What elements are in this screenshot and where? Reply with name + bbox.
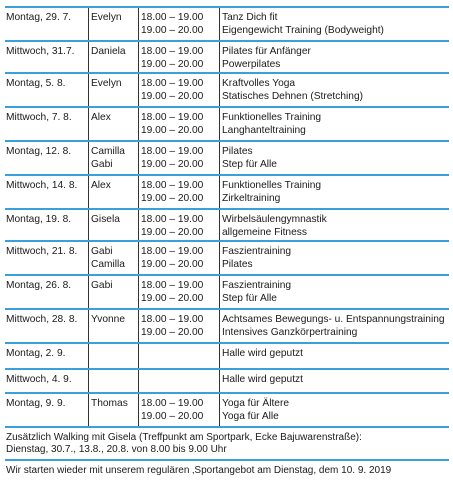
schedule-courses-line: Yoga für Ältere [222,398,290,409]
schedule-trainer-line: Evelyn [91,12,122,23]
schedule-day-label: Montag, 26. 8. [6,280,72,291]
schedule-courses-cell [222,145,277,171]
schedule-courses-line: Kraftvolles Yoga [222,78,296,89]
schedule-times-line: 19.00 – 20.00 [141,25,204,36]
schedule-courses-line: Powerpilates [222,59,281,70]
schedule-trainer-cell [91,245,125,271]
schedule-courses-line: Funktionelles Training [222,112,322,123]
schedule-trainer-cell [91,45,126,58]
column-divider [219,344,220,368]
schedule-courses-cell [222,213,327,239]
schedule-day-cell [6,145,71,158]
schedule-times-line: 18.00 – 19.00 [141,46,204,57]
schedule-day-cell [6,213,71,226]
schedule-courses-line: Pilates für Anfänger [222,46,311,57]
schedule-trainer-line: Gabi [91,246,113,257]
column-divider [138,276,139,308]
schedule-courses-line: Langhanteltraining [222,125,306,136]
schedule-day-label: Montag, 29. 7. [6,12,72,23]
schedule-trainer-line: Thomas [91,398,128,409]
schedule-times-cell [141,245,203,271]
schedule-day-label: Montag, 19. 8. [6,214,72,225]
schedule-times-line: 18.00 – 19.00 [141,112,204,123]
row-divider [5,140,449,142]
schedule-times-line: 19.00 – 20.00 [141,259,204,270]
schedule-day-label: Montag, 12. 8. [6,146,72,157]
schedule-courses-cell [222,179,321,205]
row-divider [5,106,449,108]
restart-note: Wir starten wieder mit unserem regulären ‚Sportangebot am Dienstag, dem 10. 9. 2019 [6,465,392,476]
schedule-times-cell [141,45,203,71]
schedule-courses-line: Pilates [222,259,253,270]
column-divider [219,8,220,40]
column-divider [138,310,139,342]
row-divider [5,174,449,176]
schedule-courses-cell [222,11,384,37]
schedule-courses-line: Tanz Dich fit [222,12,278,23]
row-divider [5,40,449,42]
schedule-times-cell [141,77,203,103]
schedule-courses-cell [222,397,289,423]
schedule-courses-line: Achtsames Bewegungs- u. Entspannungstraining [222,314,445,325]
column-divider [88,210,89,240]
schedule-trainer-line: Alex [91,180,111,191]
schedule-trainer-line: Camilla [91,146,125,157]
footer-divider [5,459,449,461]
schedule-courses-cell [222,279,291,305]
column-divider [88,310,89,342]
schedule-courses-line: Step für Alle [222,293,277,304]
schedule-day-cell [6,45,75,58]
schedule-trainer-cell [91,11,122,24]
schedule-courses-cell [222,347,303,360]
schedule-trainer-line: Camilla [91,259,125,270]
column-divider [138,394,139,426]
column-divider [219,74,220,106]
schedule-times-line: 19.00 – 20.00 [141,327,204,338]
column-divider [88,394,89,426]
schedule-times-line: 18.00 – 19.00 [141,246,204,257]
schedule-times-cell [141,313,203,339]
walking-note-line2: Dienstag, 30.7., 13.8., 20.8. von 8.00 bis 9.00 Uhr [6,444,227,455]
column-divider [88,108,89,140]
column-divider [219,310,220,342]
schedule-times-line: 18.00 – 19.00 [141,314,204,325]
schedule-trainer-cell [91,397,128,410]
row-divider [5,72,449,74]
row-divider [5,392,449,394]
column-divider [138,108,139,140]
row-divider [5,240,449,242]
column-divider [138,344,139,368]
schedule-times-line: 19.00 – 20.00 [141,91,204,102]
schedule-trainer-line: Alex [91,112,111,123]
column-divider [219,108,220,140]
row-divider [5,6,449,8]
schedule-trainer-line: Daniela [91,46,126,57]
schedule-day-cell [6,313,77,326]
column-divider [138,142,139,174]
column-divider [219,242,220,274]
schedule-courses-line: Intensives Ganzkörpertraining [222,327,358,338]
column-divider [88,8,89,40]
schedule-courses-line: allgemeine Fitness [222,227,307,238]
schedule-day-label: Montag, 5. 8. [6,78,66,89]
schedule-times-cell [141,397,203,423]
column-divider [88,370,89,392]
schedule-trainer-cell [91,77,122,90]
schedule-trainer-line: Yvonne [91,314,125,325]
schedule-trainer-line: Evelyn [91,78,122,89]
schedule-day-label: Mittwoch, 21. 8. [6,246,78,257]
schedule-times-cell [141,279,203,305]
schedule-times-cell [141,213,203,239]
column-divider [88,276,89,308]
schedule-trainer-cell [91,279,113,292]
row-divider [5,208,449,210]
column-divider [138,42,139,72]
row-divider [5,342,449,344]
schedule-times-line: 19.00 – 20.00 [141,227,204,238]
schedule-day-cell [6,373,72,386]
schedule-times-cell [141,11,203,37]
column-divider [219,210,220,240]
schedule-day-label: Mittwoch, 28. 8. [6,314,78,325]
table-end-rule [5,426,449,428]
schedule-courses-cell [222,313,445,339]
schedule-courses-line: Faszientraining [222,246,292,257]
column-divider [138,176,139,208]
column-divider [138,242,139,274]
schedule-courses-line: Funktionelles Training [222,180,322,191]
schedule-day-label: Mittwoch, 14. 8. [6,180,78,191]
schedule-day-cell [6,347,65,360]
schedule-day-label: Montag, 9. 9. [6,398,66,409]
schedule-day-label: Montag, 2. 9. [6,348,66,359]
schedule-courses-line: Statisches Dehnen (Stretching) [222,91,363,102]
column-divider [88,42,89,72]
schedule-trainer-line: Gabi [91,280,113,291]
schedule-trainer-cell [91,111,111,124]
schedule-times-line: 19.00 – 20.00 [141,125,204,136]
schedule-times-line: 18.00 – 19.00 [141,214,204,225]
walking-note-line1: Zusätzlich Walking mit Gisela (Treffpunkt am Sportpark, Ecke Bajuwarenstraße): [6,432,362,443]
schedule-day-cell [6,179,77,192]
schedule-courses-cell [222,45,311,71]
column-divider [138,8,139,40]
column-divider [88,176,89,208]
schedule-day-label: Mittwoch, 7. 8. [6,112,72,123]
schedule-times-line: 19.00 – 20.00 [141,193,204,204]
schedule-day-label: Mittwoch, 31.7. [6,46,75,57]
schedule-times-line: 18.00 – 19.00 [141,146,204,157]
column-divider [219,176,220,208]
schedule-times-cell [141,179,203,205]
schedule-courses-line: Halle wird geputzt [222,374,303,385]
schedule-courses-line: Pilates [222,146,253,157]
schedule-trainer-line: Gisela [91,214,120,225]
schedule-times-line: 18.00 – 19.00 [141,398,204,409]
schedule-courses-cell [222,77,363,103]
schedule-courses-line: Eigengewicht Training (Bodyweight) [222,25,384,36]
schedule-day-cell [6,111,72,124]
schedule-trainer-cell [91,213,120,226]
schedule-courses-line: Halle wird geputzt [222,348,303,359]
schedule-times-line: 19.00 – 20.00 [141,59,204,70]
schedule-times-line: 18.00 – 19.00 [141,180,204,191]
schedule-trainer-line: Gabi [91,159,113,170]
schedule-trainer-cell [91,145,125,171]
column-divider [88,74,89,106]
schedule-courses-line: Wirbelsäulengymnastik [222,214,327,225]
column-divider [219,276,220,308]
row-divider [5,274,449,276]
schedule-times-line: 18.00 – 19.00 [141,78,204,89]
row-divider [5,368,449,370]
schedule-day-cell [6,77,65,90]
schedule-times-line: 19.00 – 20.00 [141,411,204,422]
schedule-courses-cell [222,373,303,386]
schedule-times-line: 18.00 – 19.00 [141,12,204,23]
column-divider [138,210,139,240]
schedule-courses-line: Faszientraining [222,280,292,291]
schedule-trainer-cell [91,179,111,192]
schedule-day-cell [6,245,77,258]
schedule-day-cell [6,397,65,410]
schedule-day-label: Mittwoch, 4. 9. [6,374,72,385]
column-divider [88,344,89,368]
column-divider [138,74,139,106]
column-divider [219,142,220,174]
schedule-times-line: 18.00 – 19.00 [141,280,204,291]
schedule-courses-cell [222,245,291,271]
column-divider [219,370,220,392]
schedule-day-cell [6,279,71,292]
column-divider [138,370,139,392]
column-divider [88,142,89,174]
schedule-courses-line: Zirkeltraining [222,193,281,204]
schedule-times-cell [141,111,203,137]
schedule-courses-line: Yoga für Alle [222,411,279,422]
schedule-trainer-cell [91,313,125,326]
schedule-times-cell [141,145,203,171]
row-divider [5,308,449,310]
schedule-times-line: 19.00 – 20.00 [141,293,204,304]
schedule-times-line: 19.00 – 20.00 [141,159,204,170]
column-divider [219,42,220,72]
schedule-day-cell [6,11,71,24]
schedule-courses-line: Step für Alle [222,159,277,170]
schedule-courses-cell [222,111,321,137]
column-divider [219,394,220,426]
column-divider [88,242,89,274]
